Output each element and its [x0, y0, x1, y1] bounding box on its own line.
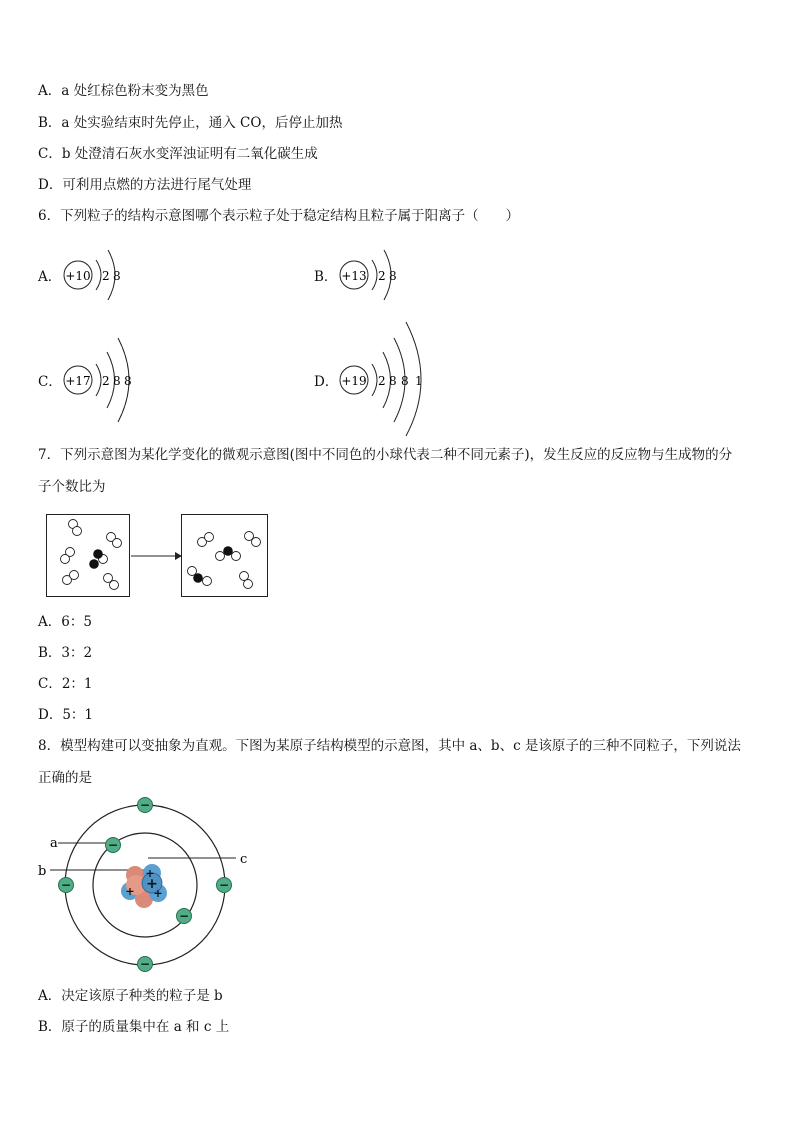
nucleus [121, 864, 167, 908]
q7-stem-line2: 子个数比为 [38, 479, 106, 495]
q6-option-a-label: A． [38, 269, 62, 285]
svg-text:−: − [107, 838, 119, 852]
q5-option-c: C．b 处澄清石灰水变浑浊证明有二氧化碳生成 [38, 146, 318, 162]
svg-text:−: − [178, 909, 190, 923]
q8-option-a: A．决定该原子种类的粒子是 b [38, 988, 223, 1004]
label-a: a [50, 836, 58, 851]
shell-electrons: 8 [401, 374, 409, 388]
q6-atom-diagram-c [60, 330, 150, 425]
q7-option-a: A．6：5 [38, 614, 92, 630]
q7-option-c: C．2：1 [38, 676, 93, 692]
shell-electrons: 2 [378, 269, 386, 283]
q5-option-a: A．a 处红棕色粉末变为黑色 [38, 83, 209, 99]
nucleus-charge: +10 [65, 269, 91, 283]
nucleus-charge: +13 [341, 269, 367, 283]
shell-electrons: 2 [378, 374, 386, 388]
q8-option-b: B．原子的质量集中在 a 和 c 上 [38, 1019, 230, 1035]
shell-electrons: 8 [113, 269, 121, 283]
proton-sign: + [145, 867, 155, 880]
q6-atom-diagram-d [336, 318, 446, 438]
label-c: c [240, 852, 248, 867]
q6-stem: 6．下列粒子的结构示意图哪个表示粒子处于稳定结构且粒子属于阳离子（ ） [38, 208, 520, 224]
shell-electrons: 2 [102, 269, 110, 283]
q6-option-d-label: D． [314, 374, 339, 390]
q7-option-b: B．3：2 [38, 645, 93, 661]
shell-electrons: 8 [389, 374, 397, 388]
q8-atom-model-diagram [30, 795, 260, 975]
q5-option-b: B．a 处实验结束时先停止，通入 CO，后停止加热 [38, 115, 343, 131]
svg-text:−: − [60, 878, 72, 892]
label-b: b [38, 864, 47, 879]
q6-option-b-label: B． [314, 269, 338, 285]
shell-electrons: 2 [102, 374, 110, 388]
arrow-icon [175, 552, 182, 560]
svg-text:−: − [139, 798, 151, 812]
svg-text:−: − [139, 957, 151, 971]
shell-electrons: 8 [113, 374, 121, 388]
q8-stem-line1: 8．模型构建可以变抽象为直观。下图为某原子结构模型的示意图，其中 a、b、c 是该原子的三种不同粒子，下列说法 [38, 738, 741, 754]
nucleus-charge: +17 [65, 374, 91, 388]
q6-atom-diagram-a [60, 240, 140, 310]
q7-reaction-diagram [45, 512, 275, 602]
q8-stem-line2: 正确的是 [38, 770, 92, 786]
q7-stem-line1: 7．下列示意图为某化学变化的微观示意图(图中不同色的小球代表二种不同元素子)，发生反应的反应物与生成物的分 [38, 447, 733, 463]
q6-atom-diagram-b [336, 240, 416, 310]
proton-sign: + [146, 876, 158, 892]
proton-sign: + [153, 887, 163, 900]
proton-sign: + [125, 885, 135, 898]
shell-electrons: 8 [124, 374, 132, 388]
nucleus-charge: +19 [341, 374, 367, 388]
q5-option-d: D．可利用点燃的方法进行尾气处理 [38, 177, 252, 193]
shell-electrons: 1 [415, 374, 423, 388]
q7-option-d: D．5：1 [38, 707, 94, 723]
svg-text:−: − [218, 878, 230, 892]
q6-option-c-label: C． [38, 374, 62, 390]
shell-electrons: 8 [389, 269, 397, 283]
